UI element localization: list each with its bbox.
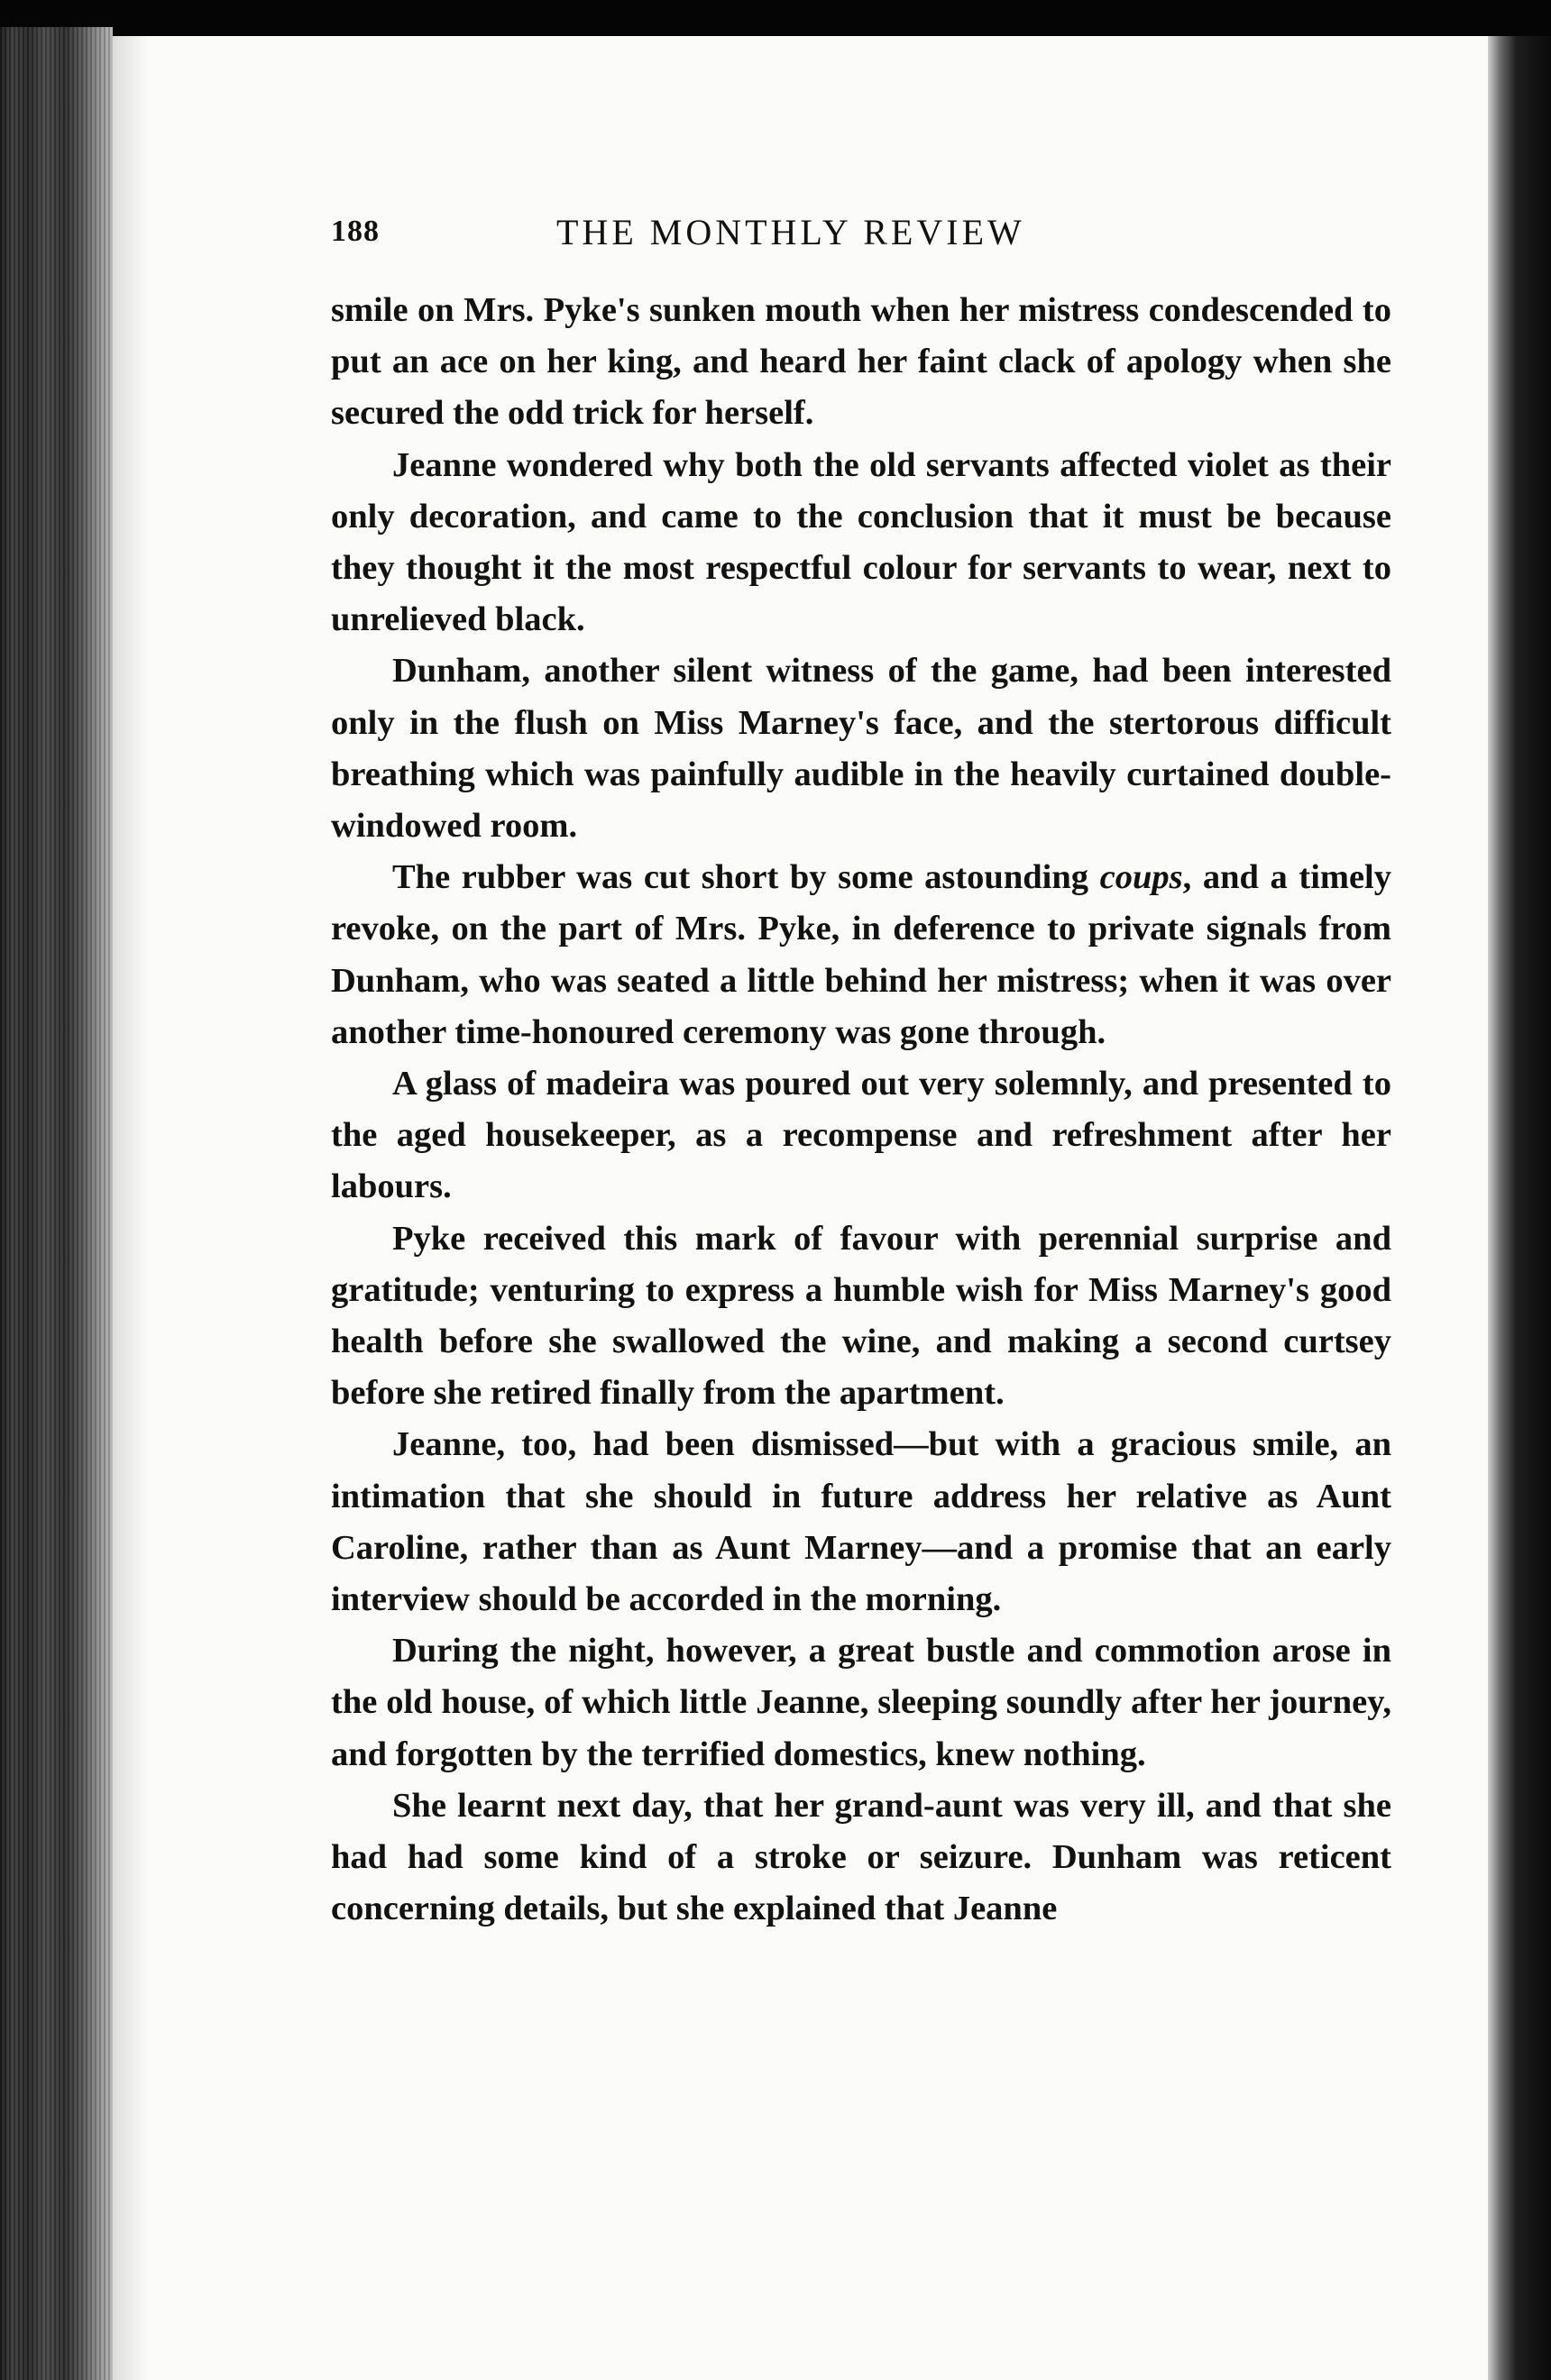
- paragraph-6: Pyke received this mark of favour with perennial surprise and gratitude; venturing to express a humble wish for Miss Marney's good health before she swallowed the wine, and making a second curtsey before she retired finally from the apartment.: [331, 1219, 1391, 1413]
- paragraph-8: During the night, however, a great bustle and commotion arose in the old house, of which little Jeanne, sleeping soundly after her journey, and forgotten by the terrified domestics, knew nothing.: [331, 1632, 1391, 1773]
- paragraph-4: [331, 852, 1391, 1058]
- paragraph-9: She learnt next day, that her grand-aunt was very ill, and that she had had some kind of a stroke or seizure. Dunham was reticent concerning details, but she explained that Jeanne: [331, 1786, 1391, 1928]
- page-number: 188: [331, 215, 380, 248]
- book-spine-edge: [0, 27, 113, 2380]
- paragraph-5: A glass of madeira was poured out very solemnly, and presented to the aged housekeeper, as a recompense and refreshment after her labours.: [331, 1065, 1391, 1206]
- paragraph-3: Dunham, another silent witness of the game, had been interested only in the flush on Miss Marney's face, and the stertorous difficult breathing which was painfully audible in the heavily curtained double-windowed room.: [331, 652, 1391, 846]
- journal-title: THE MONTHLY REVIEW: [556, 212, 1025, 252]
- book-fore-edge: [1488, 36, 1551, 2380]
- paragraph-7: Jeanne, too, had been dismissed—but with a gracious smile, an intimation that she should in future address her relative as Aunt Caroline, rather than as Aunt Marney—and a promise that an early interview should be accorded in the morning.: [331, 1425, 1391, 1619]
- body-text: [331, 285, 1391, 1936]
- paragraph-1: smile on Mrs. Pyke's sunken mouth when her mistress condescended to put an ace on her king, and heard her faint clack of apology when she secured the odd trick for herself.: [331, 291, 1391, 433]
- italic-coups: coups: [1099, 858, 1183, 897]
- paragraph-4-start: The rubber was cut short by some astounding: [392, 858, 1100, 897]
- paragraph-2: Jeanne wondered why both the old servants affected violet as their only decoration, and came to the conclusion that it must be because they thought it the most respectful colour for servants to wear, next to unrelieved black.: [331, 445, 1391, 639]
- running-head: [331, 212, 1233, 269]
- paragraph-4-end: , and a timely revoke, on the part of Mrs. Pyke, in deference to private signals from Dunham, who was seated a little behind her mistress; when it was over another time-honoured ceremony was gone through.: [331, 858, 1391, 1051]
